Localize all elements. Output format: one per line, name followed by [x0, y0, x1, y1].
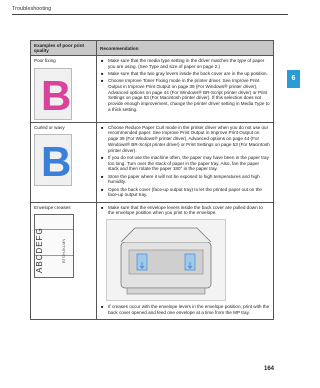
recommendation-cell [97, 56, 274, 123]
printer-back-cover-illustration [106, 219, 226, 301]
recommendation-cell [97, 202, 274, 319]
table-row [31, 202, 274, 319]
header-rule [12, 14, 288, 15]
table-row [31, 122, 274, 202]
list-item: ■ If you do not use the machine often, the paper may have been in the paper tray too long. Turn over the stack of paper in the paper tray. Also, fan the paper stack and then rotate the paper 180° in the paper tray. [108, 155, 270, 172]
page-number: 164 [263, 366, 274, 372]
recommendation-cell [97, 122, 274, 202]
list-item: ■ Store the paper where it will not be exposed to high temperatures and high humidity. [108, 174, 270, 185]
list-item: ■ Choose Improve Toner Fixing mode in the printer driver. See Improve Print Output in Improve Print Output on page 39 (For Windows® printer driver), Advanced options on page 44 (For Windows® BR-Script printer driver) or Print Settings on page 53 (For Macintosh printer driver). If this selection does not provide enough improvement, change the printer driver setting in Media Type to a thick setting. [108, 78, 270, 112]
example-cell [31, 122, 97, 202]
poor-fixing-sample-image [34, 68, 72, 120]
example-cell [31, 56, 97, 123]
example-cell [31, 202, 97, 319]
chapter-tab: 6 [287, 70, 300, 88]
col-header-example: Examples of poor print quality [31, 41, 97, 56]
printer-icon [107, 220, 225, 300]
list-item: ■ Choose Reduce Paper Curl mode in the printer driver when you do not use our recommended paper. See Improve Print Output in Improve Print Output on page 39 (For Windows® printer driver), Advanced options on page 44 (For Windows® BR-Script printer driver) or Print Settings on page 53 (For Macintosh printer driver). [108, 125, 270, 154]
example-label: Envelope creases [34, 204, 71, 210]
envelope-sample-image [34, 214, 74, 278]
running-header: Troubleshooting [12, 6, 52, 12]
envelope-subtext: BTGHJKLMN [61, 238, 66, 264]
envelope-text: ABCDEFG [35, 227, 44, 274]
table-row [31, 56, 274, 123]
table-header-row [31, 41, 274, 56]
example-label: Poor fixing [34, 58, 56, 63]
list-item: ■ Make sure that the two gray levers inside the back cover are in the up position. [108, 71, 270, 77]
list-item: ■ Open the back cover (face-up output tray) to let the printed paper out on the face-up output tray. [108, 187, 270, 198]
list-item: ■ Make sure that the media type setting in the driver matches the type of paper you are using. (See Type and size of paper on page 2.) [108, 58, 270, 69]
curled-sample-image [34, 134, 72, 186]
sample-letter: B [41, 71, 72, 119]
list-item: ■ Make sure that the envelope levers inside the back cover are pulled down to the envelope position when you print to the envelope. [108, 205, 270, 216]
print-quality-table [30, 40, 274, 320]
list-item: ■ If creases occur with the envelope levers in the envelope position, print with the back cover opened and feed one envelope at a time from the MP tray. [108, 304, 270, 315]
sample-letter: B [41, 138, 72, 186]
col-header-recommendation: Recommendation [97, 41, 274, 56]
example-label: Curled or wavy [34, 124, 65, 130]
